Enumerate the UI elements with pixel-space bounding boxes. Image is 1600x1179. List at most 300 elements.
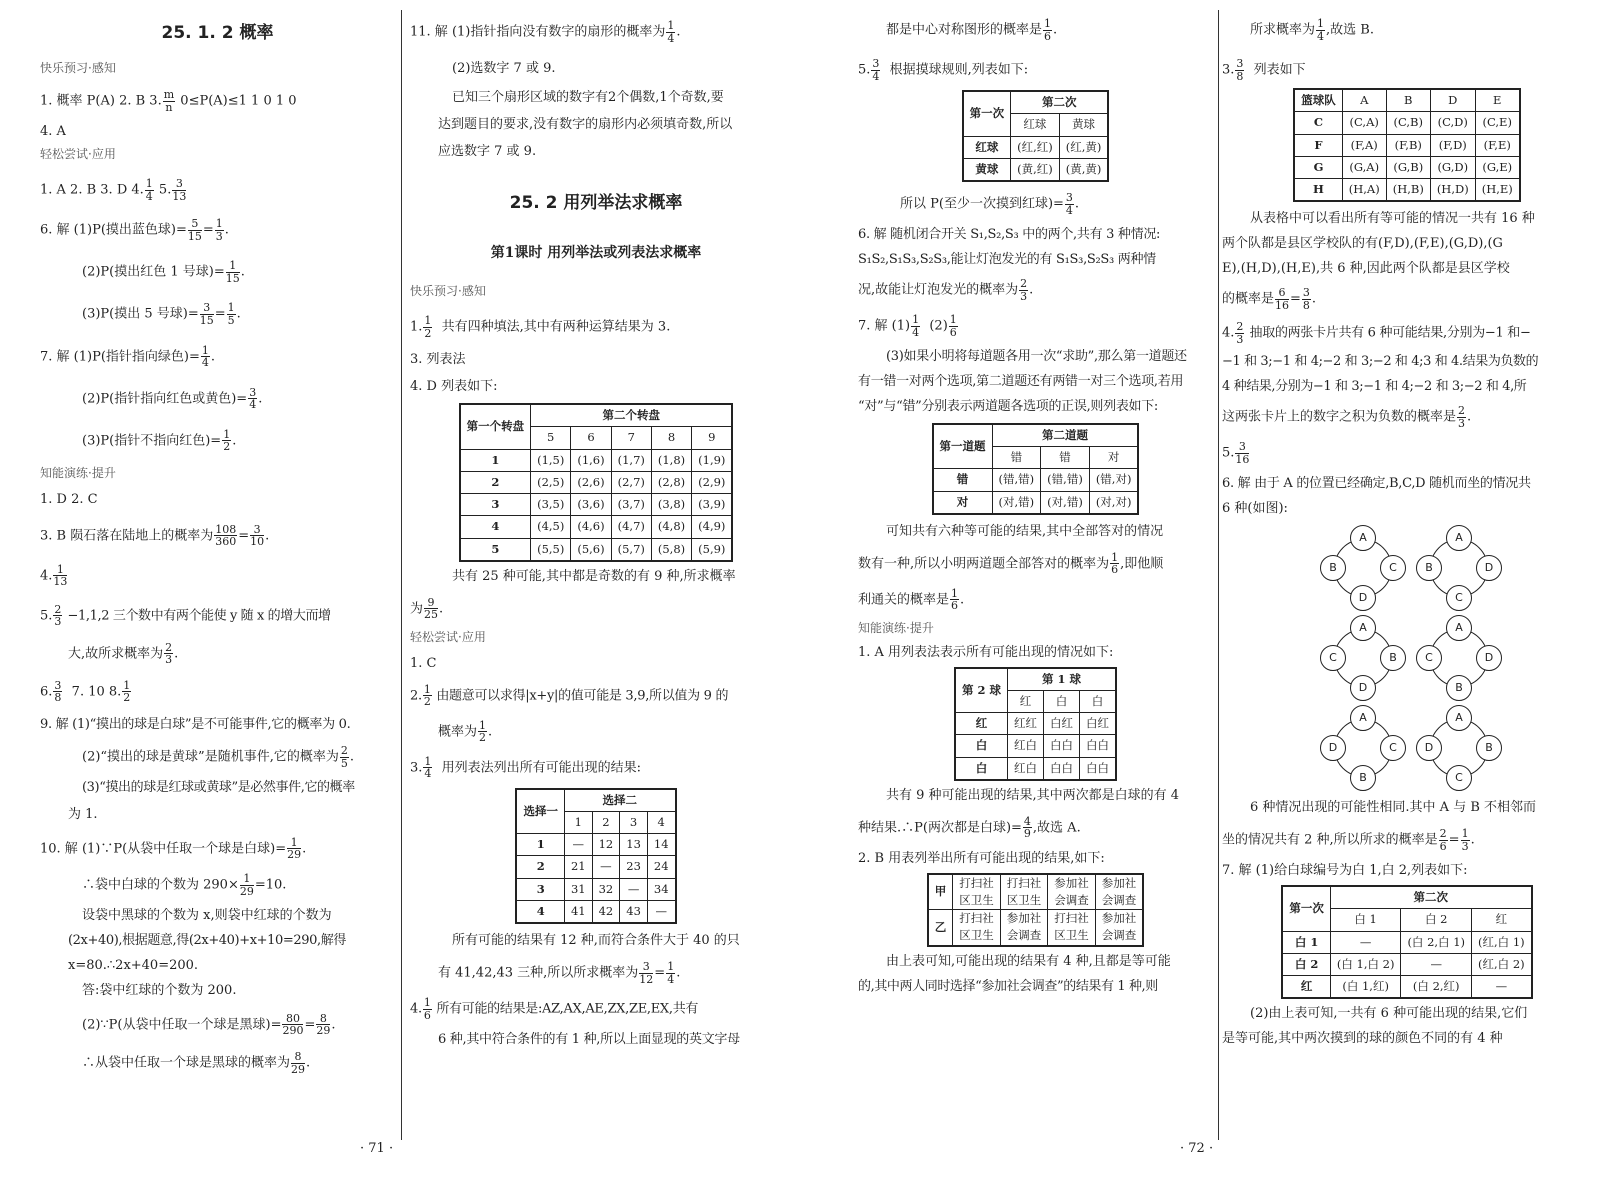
answer-line: (3)“摸出的球是红球或黄球”是必然事件,它的概率 [82, 780, 355, 796]
answer-line: 4. $\frac{1}{13}$ [40, 562, 68, 589]
table-cell: 白白 [1080, 757, 1117, 780]
table-column-header: 黄球 [1059, 114, 1108, 136]
answer-line: (2)∵P(从袋中任取一个球是黑球)= $\frac{80}{290}$ = $\frac{8}{29}$ . [82, 1011, 336, 1038]
table-cell: 34 [647, 878, 675, 900]
seat-right: B [1476, 735, 1502, 761]
seating-arrangement [1318, 613, 1408, 703]
table-cell: 32 [592, 878, 620, 900]
answer-line: 6. 解 由于 A 的位置已经确定,B,C,D 随机而坐的情况共 [1222, 476, 1531, 492]
answer-line: −1 和 3;−1 和 4;−2 和 3;−2 和 4;3 和 4.结果为负数的 [1222, 354, 1539, 370]
table-cell: (H,D) [1430, 179, 1475, 202]
table-cell: 白白 [1044, 757, 1080, 780]
table-cell: (H,B) [1386, 179, 1430, 202]
seat-bottom: B [1350, 765, 1376, 791]
table-cell: 区卫生 [1000, 892, 1048, 910]
answer-line: 3. B 陨石落在陆地上的概率为 $\frac{108}{360}$ = $\frac{3}{10}$ . [40, 522, 270, 549]
answer-line: (2)选数字 7 或 9. [452, 61, 556, 77]
selection-outcome-table [515, 788, 676, 924]
answer-line: 1. 概率 P(A) 2. B 3. $\frac{m}{n}$ 0≤P(A)≤1 1 0 1 0 [40, 88, 297, 114]
table-row-header: 2 [516, 856, 564, 878]
answer-line: 所有可能的结果有 12 种,而符合条件大于 40 的只 [452, 933, 740, 949]
answer-line: 数有一种,所以小明两道题全部答对的概率为 $\frac{1}{6}$ ,即他顺 [858, 550, 1164, 577]
table-corner-header: 第一次 [1282, 886, 1330, 931]
table-cell: (黄,红) [1011, 158, 1060, 181]
answer-line: 6. $\frac{3}{8}$ 7. 10 8. $\frac{1}{2}$ [40, 678, 131, 705]
answer-line: 7. 解 (1) $\frac{1}{4}$ (2) $\frac{1}{6}$ [858, 313, 957, 339]
table-row-header: 红球 [963, 136, 1011, 158]
table-row [460, 494, 733, 516]
answer-line: 可知共有六种等可能的结果,其中全部答对的情况 [886, 523, 1164, 539]
table-cell: (红,红) [1011, 136, 1060, 158]
table-cell: (2,5) [531, 471, 571, 493]
table-row [1294, 112, 1520, 134]
table-column-header: 错 [1041, 447, 1090, 469]
table-top-header: 选择二 [564, 789, 675, 812]
spinner-outcome-table [459, 403, 734, 562]
table-cell: 12 [592, 834, 620, 856]
table-cell: 14 [647, 834, 675, 856]
table-row [928, 910, 1144, 928]
table-cell: 参加社 [1095, 910, 1143, 928]
answer-line: 设袋中黑球的个数为 x,则袋中红球的个数为 [82, 908, 332, 924]
answer-line: (2)P(摸出红色 1 号球)= $\frac{1}{15}$ . [82, 259, 245, 285]
table-cell: (4,8) [651, 516, 691, 538]
column-divider [1218, 10, 1219, 1140]
seat-left: D [1320, 735, 1346, 761]
table-row [933, 491, 1139, 514]
table-cell: 白白 [1044, 735, 1080, 757]
table-row-header: 红 [1282, 976, 1330, 999]
table-cell: (5,6) [571, 538, 611, 561]
table-row [1294, 179, 1520, 202]
table-row [955, 713, 1116, 735]
table-cell: (F,A) [1342, 134, 1386, 156]
table-cell: 红白 [1008, 757, 1044, 780]
table-cell: 区卫生 [1048, 927, 1096, 945]
table-cell: (对,错) [992, 491, 1041, 514]
answer-line: 5. $\frac{3}{4}$ 根据摸球规则,列表如下: [858, 57, 1029, 83]
page71-column-right [410, 0, 782, 1140]
table-cell: — [592, 856, 620, 878]
table-cell: — [1330, 931, 1401, 953]
seat-top: A [1350, 525, 1376, 551]
table-cell: 会调查 [1048, 892, 1096, 910]
section-label-try: 轻松尝试·应用 [40, 147, 116, 162]
table-row-header: C [1294, 112, 1342, 134]
table-cell: (5,9) [692, 538, 733, 561]
section-heading: 25. 2 用列举法求概率 [509, 192, 683, 213]
table-row-header: 乙 [928, 910, 953, 946]
answer-line: “对”与“错”分别表示两道题各选项的正误,则列表如下: [858, 399, 1158, 415]
table-cell: (5,5) [531, 538, 571, 561]
table-cell: (4,5) [531, 516, 571, 538]
answer-line: 9. 解 (1)“摸出的球是白球”是不可能事件,它的概率为 0. [40, 717, 351, 733]
section-label-try: 轻松尝试·应用 [410, 629, 486, 644]
table-corner-header: 篮球队 [1294, 89, 1342, 112]
answer-line: 3. $\frac{3}{8}$ 列表如下 [1222, 57, 1306, 83]
table-cell: (4,9) [692, 516, 733, 538]
answer-line: 6 种情况出现的可能性相同.其中 A 与 B 不相邻而 [1250, 800, 1537, 816]
answer-line: 6 种,其中符合条件的有 1 种,所以上面显现的英文字母 [438, 1032, 740, 1048]
table-row [933, 469, 1139, 491]
table-cell: (白 1,红) [1330, 976, 1401, 999]
table-row [955, 757, 1116, 780]
answer-line: 概率为 $\frac{1}{2}$ . [438, 718, 493, 745]
table-cell: (红,白 2) [1472, 953, 1532, 975]
activity-choice-table [927, 873, 1145, 947]
seat-left: C [1416, 645, 1442, 671]
table-cell: (2,9) [692, 471, 733, 493]
answer-line: 1. D 2. C [40, 491, 98, 507]
answer-line: 大,故所求概率为 $\frac{2}{3}$ . [68, 640, 179, 667]
table-cell: 红红 [1008, 713, 1044, 735]
table-row-header: 黄球 [963, 158, 1011, 181]
answer-line: x=80.∴2x+40=200. [68, 958, 199, 973]
table-row [1294, 134, 1520, 156]
table-cell: 会调查 [1095, 927, 1143, 945]
answer-line: 11. 解 (1)指针指向没有数字的扇形的概率为 $\frac{1}{4}$ . [410, 19, 681, 45]
lesson-title: 第1课时 用列举法或列表法求概率 [490, 245, 702, 262]
answer-line: 1. C [410, 655, 437, 671]
page-number: · 71 · [360, 1141, 394, 1156]
table-row-header: 3 [516, 878, 564, 900]
table-cell: 13 [620, 834, 648, 856]
table-top-header: 第 1 球 [1008, 668, 1117, 691]
table-cell: 白红 [1080, 713, 1117, 735]
table-cell: (1,6) [571, 449, 611, 471]
table-corner-header: 第一次 [963, 91, 1011, 136]
answer-line: 3. $\frac{1}{4}$ 用列表法列出所有可能出现的结果: [410, 754, 642, 781]
table-cell: (白 2,白 1) [1401, 931, 1472, 953]
table-cell: 31 [564, 878, 592, 900]
seat-right: C [1380, 555, 1406, 581]
table-row [516, 878, 675, 900]
answer-line: (2)“摸出的球是黄球”是随机事件,它的概率为 $\frac{2}{5}$ . [82, 743, 354, 770]
table-cell: — [1472, 976, 1532, 999]
table-row-header: 1 [460, 449, 531, 471]
answer-line: 1. A 用列表法表示所有可能出现的情况如下: [858, 644, 1114, 660]
table-cell: 打扫社 [953, 874, 1001, 892]
table-cell: (F,E) [1475, 134, 1520, 156]
table-column-header: 6 [571, 427, 611, 449]
table-row-header: H [1294, 179, 1342, 202]
table-cell: — [564, 834, 592, 856]
table-cell: 会调查 [1095, 892, 1143, 910]
answer-line: 种结果.∴P(两次都是白球)= $\frac{4}{9}$ ,故选 A. [858, 814, 1081, 841]
table-cell: (2,6) [571, 471, 611, 493]
seat-top: A [1446, 525, 1472, 551]
table-cell: (C,A) [1342, 112, 1386, 134]
answer-line: 2. B 用表列举出所有可能出现的结果,如下: [858, 850, 1105, 866]
table-cell: 白红 [1044, 713, 1080, 735]
table-row [963, 136, 1109, 158]
answer-line: 应选数字 7 或 9. [438, 143, 537, 159]
table-cell: (2,7) [611, 471, 651, 493]
table-top-header: 第二道题 [992, 424, 1138, 447]
table-cell: (3,7) [611, 494, 651, 516]
table-cell: (G,D) [1430, 156, 1475, 178]
answer-line: 所求概率为 $\frac{1}{4}$ ,故选 B. [1250, 17, 1374, 43]
quiz-answer-table [932, 423, 1140, 515]
table-cell: (错,对) [1089, 469, 1138, 491]
seat-right: D [1476, 555, 1502, 581]
table-cell: (黄,黄) [1059, 158, 1108, 181]
seat-left: B [1320, 555, 1346, 581]
table-corner-header: 第一个转盘 [460, 404, 531, 449]
answer-line: 已知三个扇形区域的数字有2个偶数,1个奇数,要 [452, 90, 724, 106]
table-corner-header: 第一道题 [933, 424, 993, 469]
seat-top: A [1446, 705, 1472, 731]
table-column-header: B [1386, 89, 1430, 112]
table-cell: (H,E) [1475, 179, 1520, 202]
table-row [1294, 156, 1520, 178]
page72-column-right [1222, 0, 1592, 1140]
answer-line: 4. A [40, 124, 66, 140]
table-cell: (G,B) [1386, 156, 1430, 178]
table-cell: 43 [620, 900, 648, 923]
seating-arrangement [1318, 703, 1408, 793]
section-label-train: 知能演练·提升 [858, 621, 934, 636]
answer-line: 所以 P(至少一次摸到红球)= $\frac{3}{4}$ . [900, 191, 1080, 217]
table-cell: 会调查 [1000, 927, 1048, 945]
table-column-header: D [1430, 89, 1475, 112]
table-cell: (C,D) [1430, 112, 1475, 134]
table-column-header: 错 [992, 447, 1041, 469]
table-row-header: 白 [955, 757, 1008, 780]
answer-line: 5. $\frac{2}{3}$ −1,1,2 三个数中有两个能使 y 随 x 的增大而增 [40, 602, 331, 629]
answer-line: ∴从袋中任取一个球是黑球的概率为 $\frac{8}{29}$ . [82, 1049, 311, 1076]
table-cell: (C,E) [1475, 112, 1520, 134]
answer-line: 6. 解 随机闭合开关 S₁,S₂,S₃ 中的两个,共有 3 种情况: [858, 227, 1161, 243]
seat-bottom: D [1350, 675, 1376, 701]
seating-arrangement [1414, 703, 1504, 793]
table-cell: (H,A) [1342, 179, 1386, 202]
table-cell: — [1401, 953, 1472, 975]
white-red-ball-table [1281, 885, 1532, 999]
answer-line: 2. $\frac{1}{2}$ 由题意可以求得|x+y|的值可能是 3,9,所以值为 9 的 [410, 682, 729, 709]
seat-left: D [1416, 735, 1442, 761]
table-cell: (C,B) [1386, 112, 1430, 134]
table-column-header: 白 2 [1401, 909, 1472, 931]
answer-line: 这两张卡片上的数字之积为负数的概率是 $\frac{2}{3}$ . [1222, 404, 1472, 430]
answer-line: S₁S₂,S₁S₃,S₂S₃,能让灯泡发光的有 S₁S₃,S₂S₃ 两种情 [858, 252, 1156, 268]
seating-arrangement [1318, 523, 1408, 613]
table-cell: (1,8) [651, 449, 691, 471]
two-ball-table [954, 667, 1117, 781]
table-cell: (3,5) [531, 494, 571, 516]
table-cell: — [620, 878, 648, 900]
table-cell: — [647, 900, 675, 923]
answer-line: 的概率是 $\frac{6}{16}$ = $\frac{3}{8}$ . [1222, 286, 1317, 312]
table-row-header: G [1294, 156, 1342, 178]
column-divider [401, 10, 402, 1140]
answer-line: 有 41,42,43 三种,所以所求概率为 $\frac{3}{12}$ = $\frac{1}{4}$ . [438, 960, 681, 986]
answer-line: E),(H,D),(H,E),共 6 种,因此两个队都是县区学校 [1222, 261, 1510, 277]
answer-line: 1. $\frac{1}{2}$ 共有四种填法,其中有两种运算结果为 3. [410, 314, 671, 340]
seat-bottom: D [1350, 585, 1376, 611]
table-cell: 区卫生 [953, 927, 1001, 945]
basketball-team-table [1293, 88, 1521, 202]
section-label-preview: 快乐预习·感知 [40, 60, 116, 75]
table-row [460, 538, 733, 561]
answer-line: ∴袋中白球的个数为 290× $\frac{1}{29}$ =10. [82, 872, 287, 898]
answer-line: (3)P(指针不指向红色)= $\frac{1}{2}$ . [82, 427, 237, 454]
table-row-header: 5 [460, 538, 531, 561]
section-heading: 25. 1. 2 概率 [161, 23, 274, 43]
answer-line: 达到题目的要求,没有数字的扇形内必须填奇数,所以 [438, 116, 733, 132]
table-row [955, 735, 1116, 757]
page-number: · 72 · [1180, 1141, 1214, 1156]
answer-line: 7. 解 (1)P(指针指向绿色)= $\frac{1}{4}$ . [40, 343, 216, 370]
table-cell: (白 2,红) [1401, 976, 1472, 999]
table-cell: (对,对) [1089, 491, 1138, 514]
table-cell: (3,8) [651, 494, 691, 516]
table-column-header: 4 [647, 812, 675, 834]
table-row-header: 白 2 [1282, 953, 1330, 975]
answer-line: 3. 列表法 [410, 352, 466, 368]
seat-bottom: C [1446, 765, 1472, 791]
table-row-header: 红 [955, 713, 1008, 735]
table-cell: 红白 [1008, 735, 1044, 757]
table-top-header: 第二个转盘 [531, 404, 733, 427]
table-row [1282, 976, 1531, 999]
page72-column-left [858, 0, 1213, 1140]
table-cell: (2,8) [651, 471, 691, 493]
table-cell: 参加社 [1095, 874, 1143, 892]
table-cell: 打扫社 [1000, 874, 1048, 892]
seat-right: C [1380, 735, 1406, 761]
table-row [1282, 953, 1531, 975]
table-cell: (4,6) [571, 516, 611, 538]
seat-bottom: B [1446, 675, 1472, 701]
table-column-header: 白 [1080, 690, 1117, 712]
table-row [928, 892, 1144, 910]
seat-top: A [1350, 705, 1376, 731]
table-cell: 打扫社 [953, 910, 1001, 928]
table-column-header: 红 [1008, 690, 1044, 712]
table-cell: (错,错) [992, 469, 1041, 491]
table-row [928, 874, 1144, 892]
table-cell: 41 [564, 900, 592, 923]
table-column-header: A [1342, 89, 1386, 112]
table-cell: (红,白 1) [1472, 931, 1532, 953]
answer-line: 有一错一对两个选项,第二道题还有两错一对三个选项,若用 [858, 374, 1184, 390]
table-row-header: 4 [516, 900, 564, 923]
table-row [928, 927, 1144, 945]
answer-line: 共有 9 种可能出现的结果,其中两次都是白球的有 4 [886, 787, 1180, 803]
table-corner-header: 选择一 [516, 789, 564, 834]
table-cell: 23 [620, 856, 648, 878]
table-row-header: 2 [460, 471, 531, 493]
table-column-header: E [1475, 89, 1520, 112]
table-cell: (红,黄) [1059, 136, 1108, 158]
answer-line: 5. $\frac{3}{16}$ [1222, 440, 1250, 466]
answer-line: 坐的情况共有 2 种,所以所求的概率是 $\frac{2}{6}$ = $\frac{1}{3}$ . [1222, 827, 1475, 853]
seat-right: B [1380, 645, 1406, 671]
answer-line: 利通关的概率是 $\frac{1}{6}$ . [858, 586, 965, 613]
table-cell: (4,7) [611, 516, 651, 538]
answer-line: 4. $\frac{2}{3}$ 抽取的两张卡片共有 6 种可能结果,分别为−1 和− [1222, 320, 1531, 346]
table-cell: 打扫社 [1048, 910, 1096, 928]
table-row-header: 4 [460, 516, 531, 538]
ball-draw-table [962, 90, 1110, 182]
answer-line: (3)如果小明将每道题各用一次“求助”,那么第一道题还 [886, 349, 1187, 365]
table-column-header: 3 [620, 812, 648, 834]
table-cell: (1,7) [611, 449, 651, 471]
answer-line: 的,其中两人同时选择“参加社会调查”的结果有 1 种,则 [858, 978, 1158, 994]
seating-diagram [1318, 523, 1518, 793]
answer-line: 1. A 2. B 3. D 4. $\frac{1}{4}$ 5. $\frac{3}{13}$ [40, 177, 187, 203]
section-label-train: 知能演练·提升 [40, 465, 116, 480]
seat-top: A [1446, 615, 1472, 641]
table-cell: 21 [564, 856, 592, 878]
seat-right: D [1476, 645, 1502, 671]
table-row [516, 834, 675, 856]
table-row-header: 1 [516, 834, 564, 856]
answer-line: 由上表可知,可能出现的结果有 4 种,且都是等可能 [886, 953, 1171, 969]
table-column-header: 红 [1472, 909, 1532, 931]
table-row [1282, 931, 1531, 953]
table-row-header: 甲 [928, 874, 953, 910]
answer-line: 为 1. [68, 807, 98, 822]
table-row-header: 错 [933, 469, 993, 491]
answer-line: 7. 解 (1)给白球编号为白 1,白 2,列表如下: [1222, 863, 1468, 879]
answer-line: (2)由上表可知,一共有 6 种可能出现的结果,它们 [1250, 1006, 1528, 1022]
seating-arrangement [1414, 523, 1504, 613]
table-cell: (F,B) [1386, 134, 1430, 156]
table-top-header: 第二次 [1011, 91, 1109, 114]
table-column-header: 红球 [1011, 114, 1060, 136]
table-row-header: 3 [460, 494, 531, 516]
table-cell: (G,A) [1342, 156, 1386, 178]
answer-line: 答:袋中红球的个数为 200. [82, 982, 237, 998]
answer-line: 况,故能让灯泡发光的概率为 $\frac{2}{3}$ . [858, 277, 1034, 303]
table-row-header: 对 [933, 491, 993, 514]
table-column-header: 1 [564, 812, 592, 834]
seat-bottom: C [1446, 585, 1472, 611]
answer-line: 从表格中可以看出所有等可能的情况一共有 16 种 [1250, 211, 1535, 227]
table-cell: (5,8) [651, 538, 691, 561]
table-column-header: 对 [1089, 447, 1138, 469]
answer-line: 为 $\frac{9}{25}$ . [410, 595, 444, 622]
table-column-header: 9 [692, 427, 733, 449]
table-cell: (对,错) [1041, 491, 1090, 514]
seat-left: B [1416, 555, 1442, 581]
answer-line: 10. 解 (1)∵P(从袋中任取一个球是白球)= $\frac{1}{29}$ . [40, 835, 307, 862]
table-cell: 参加社 [1048, 874, 1096, 892]
table-cell: (1,5) [531, 449, 571, 471]
seating-arrangement [1414, 613, 1504, 703]
table-row-header: 白 1 [1282, 931, 1330, 953]
answer-line: 都是中心对称图形的概率是 $\frac{1}{6}$ . [886, 17, 1058, 43]
table-cell: 42 [592, 900, 620, 923]
table-cell: (白 1,白 2) [1330, 953, 1401, 975]
table-cell: (5,7) [611, 538, 651, 561]
table-corner-header: 第 2 球 [955, 668, 1008, 713]
table-cell: (F,D) [1430, 134, 1475, 156]
answer-line: (3)P(摸出 5 号球)= $\frac{3}{15}$ = $\frac{1}{5}$ . [82, 301, 241, 327]
table-cell: 参加社 [1000, 910, 1048, 928]
answer-line: 4. D 列表如下: [410, 379, 498, 395]
table-column-header: 7 [611, 427, 651, 449]
page71-column-left [40, 0, 395, 1140]
table-cell: 区卫生 [953, 892, 1001, 910]
seat-top: A [1350, 615, 1376, 641]
table-column-header: 5 [531, 427, 571, 449]
answer-line: 共有 25 种可能,其中都是奇数的有 9 种,所求概率 [452, 568, 736, 584]
table-row [460, 471, 733, 493]
answer-line: 是等可能,其中两次摸到的球的颜色不同的有 4 种 [1222, 1031, 1503, 1047]
